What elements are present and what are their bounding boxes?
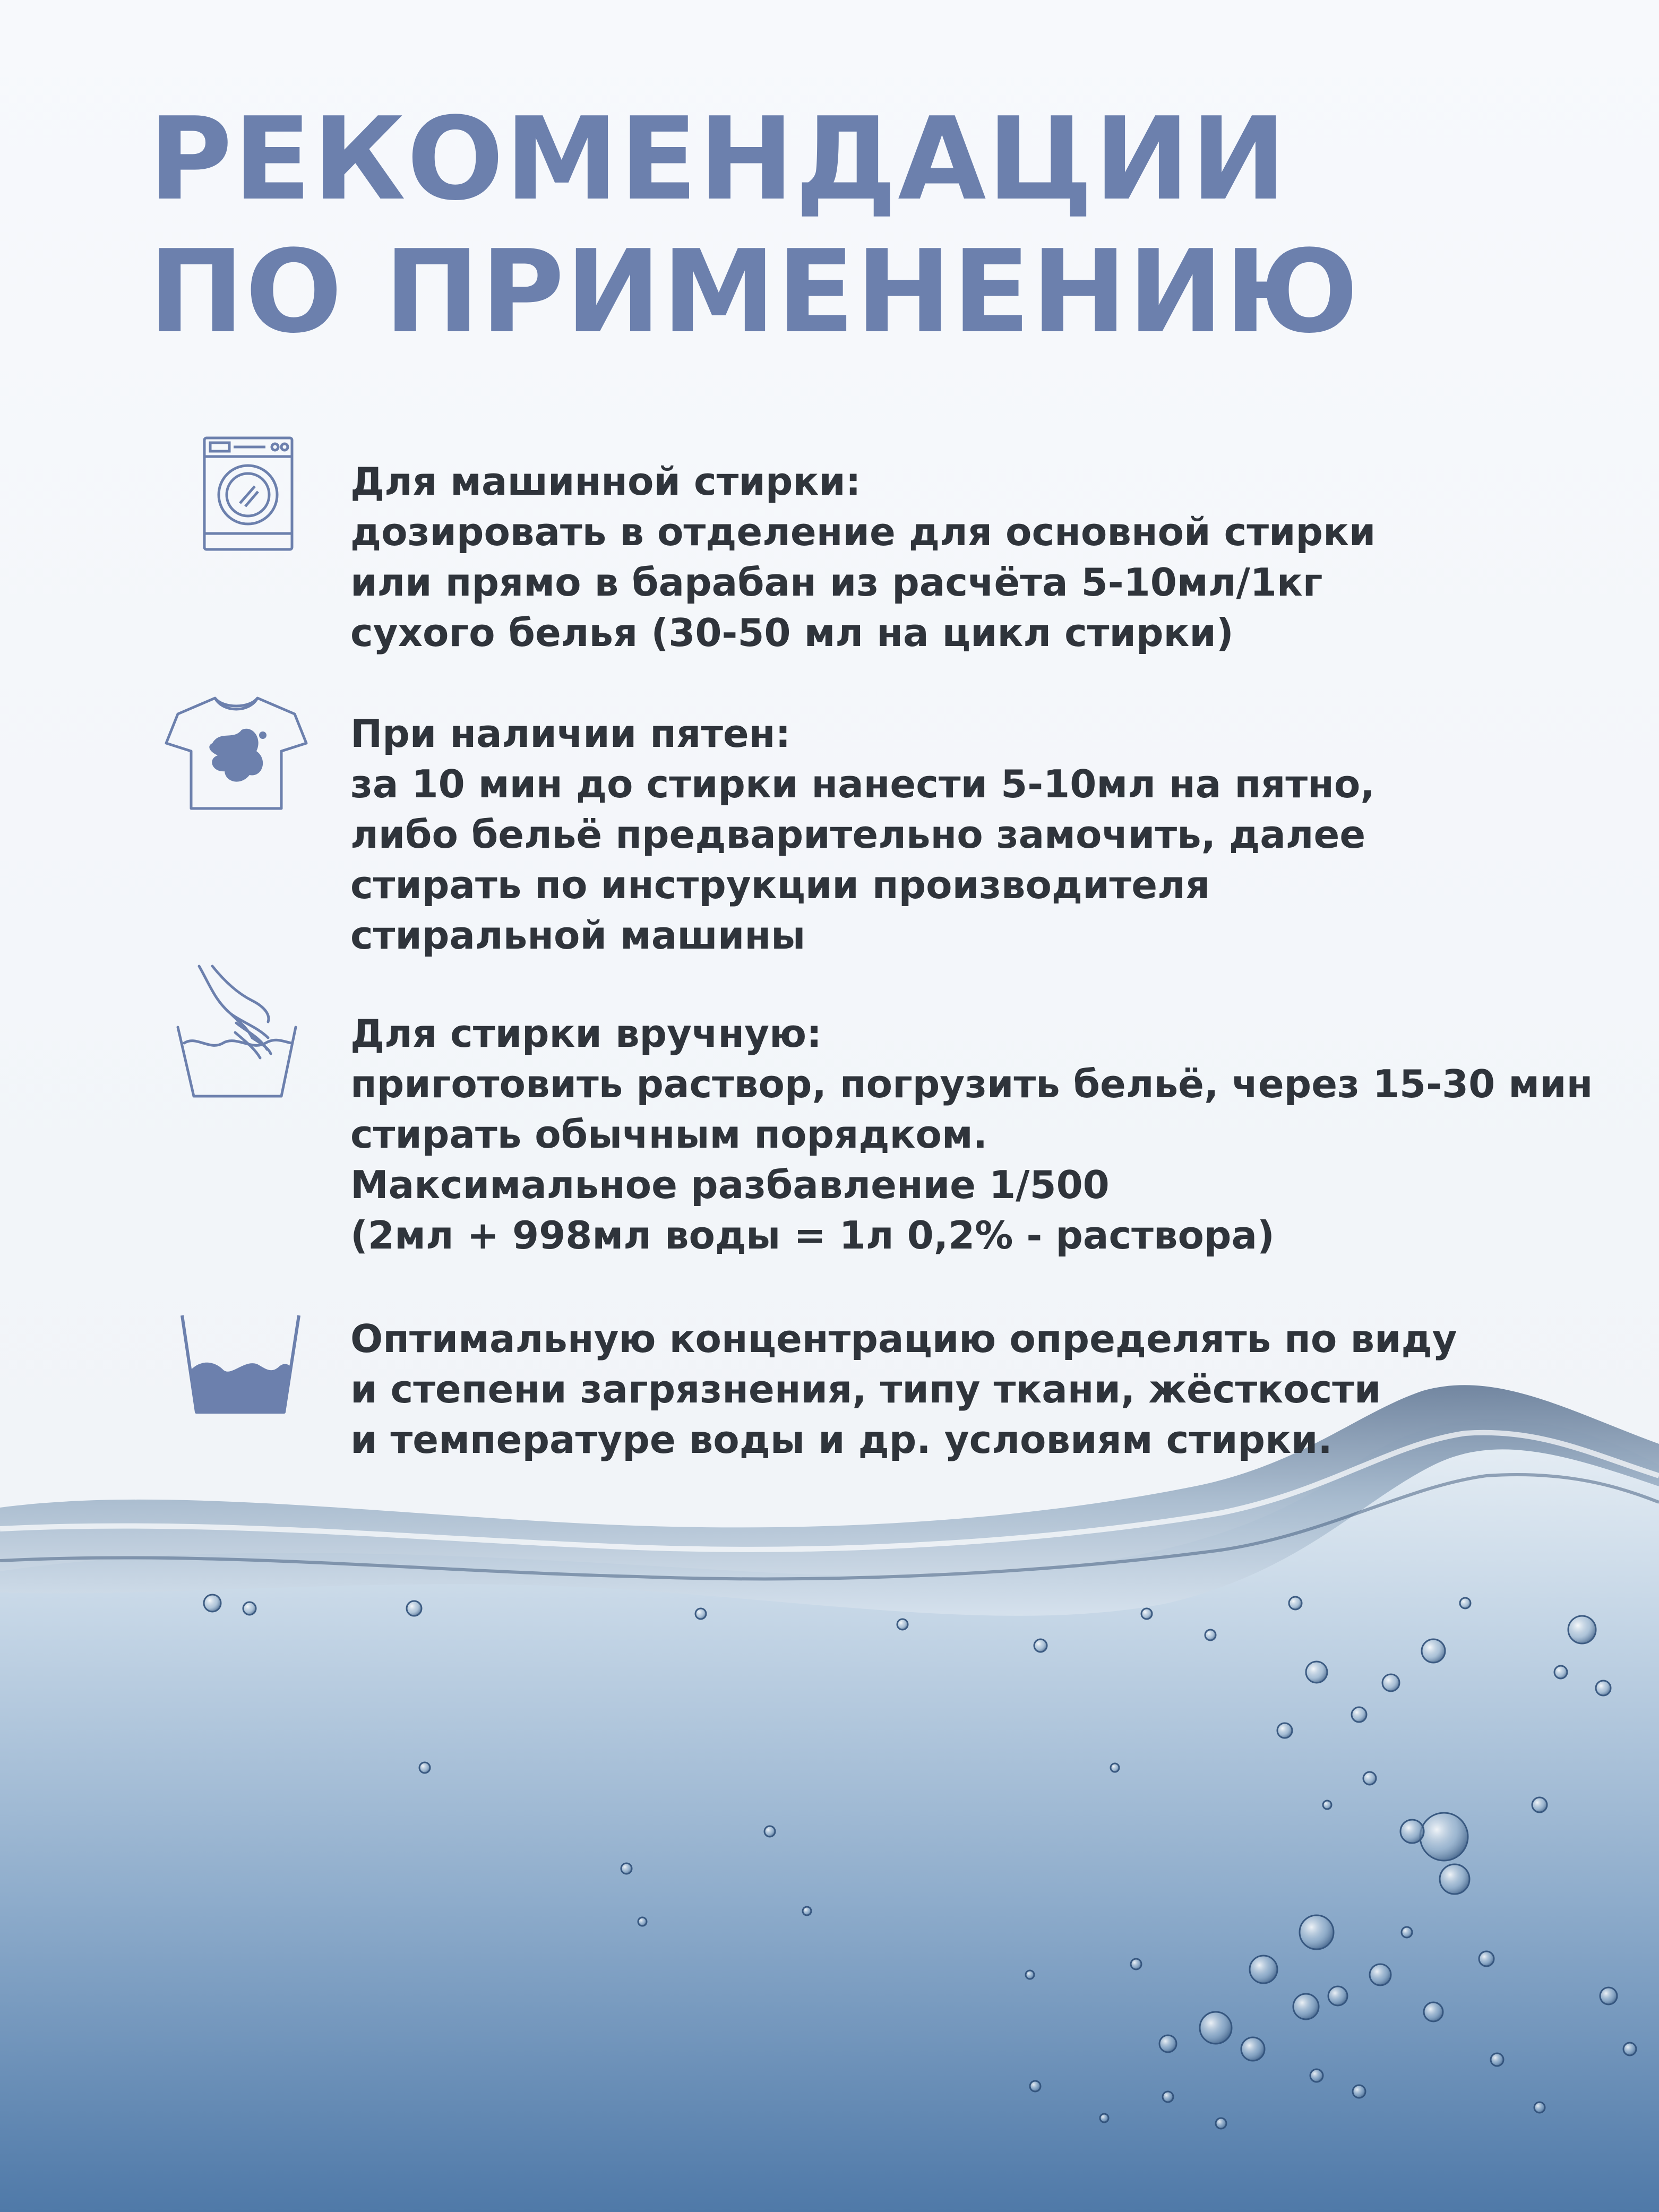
instruction-line: стиральной машины — [350, 913, 806, 958]
instruction-line: или прямо в барабан из расчёта 5-10мл/1кг — [350, 560, 1323, 605]
instruction-line: стирать по инструкции производителя — [350, 863, 1210, 907]
instruction-line: за 10 мин до стирки нанести 5-10мл на пятно, — [350, 762, 1375, 806]
wash-basin-icon — [178, 1311, 303, 1415]
page-title — [149, 93, 1360, 358]
instruction-line: приготовить раствор, погрузить бельё, через 15-30 мин — [350, 1062, 1593, 1106]
instruction-line: дозировать в отделение для основной стирки — [350, 510, 1376, 554]
page-title-line-2: ПО ПРИМЕНЕНИЮ — [149, 225, 1360, 358]
instruction-stains-text — [350, 709, 1375, 961]
instruction-hand-wash-text — [350, 1009, 1593, 1261]
instruction-line: Для машинной стирки: — [350, 459, 861, 504]
instruction-machine-wash-text — [350, 457, 1376, 658]
instruction-line: стирать обычным порядком. — [350, 1112, 988, 1157]
instruction-line: При наличии пятен: — [350, 711, 791, 756]
instruction-line: Максимальное разбавление 1/500 — [350, 1163, 1110, 1207]
instruction-line: и степени загрязнения, типу ткани, жёсткости — [350, 1367, 1381, 1411]
instruction-line: сухого белья (30-50 мл на цикл стирки) — [350, 610, 1234, 655]
instruction-line: Для стирки вручную: — [350, 1011, 822, 1056]
instruction-line: (2мл + 998мл воды = 1л 0,2% - раствора) — [350, 1213, 1275, 1258]
page-title-line-1: РЕКОМЕНДАЦИИ — [149, 92, 1287, 226]
instruction-line: Оптимальную концентрацию определять по виду — [350, 1316, 1457, 1361]
instruction-line: либо бельё предварительно замочить, далее — [350, 812, 1366, 857]
washing-machine-icon — [202, 435, 295, 552]
instruction-concentration-text — [350, 1314, 1457, 1465]
instruction-line: и температуре воды и др. условиям стирки. — [350, 1417, 1333, 1462]
stained-tshirt-icon — [162, 693, 311, 812]
hand-wash-icon — [173, 963, 300, 1099]
